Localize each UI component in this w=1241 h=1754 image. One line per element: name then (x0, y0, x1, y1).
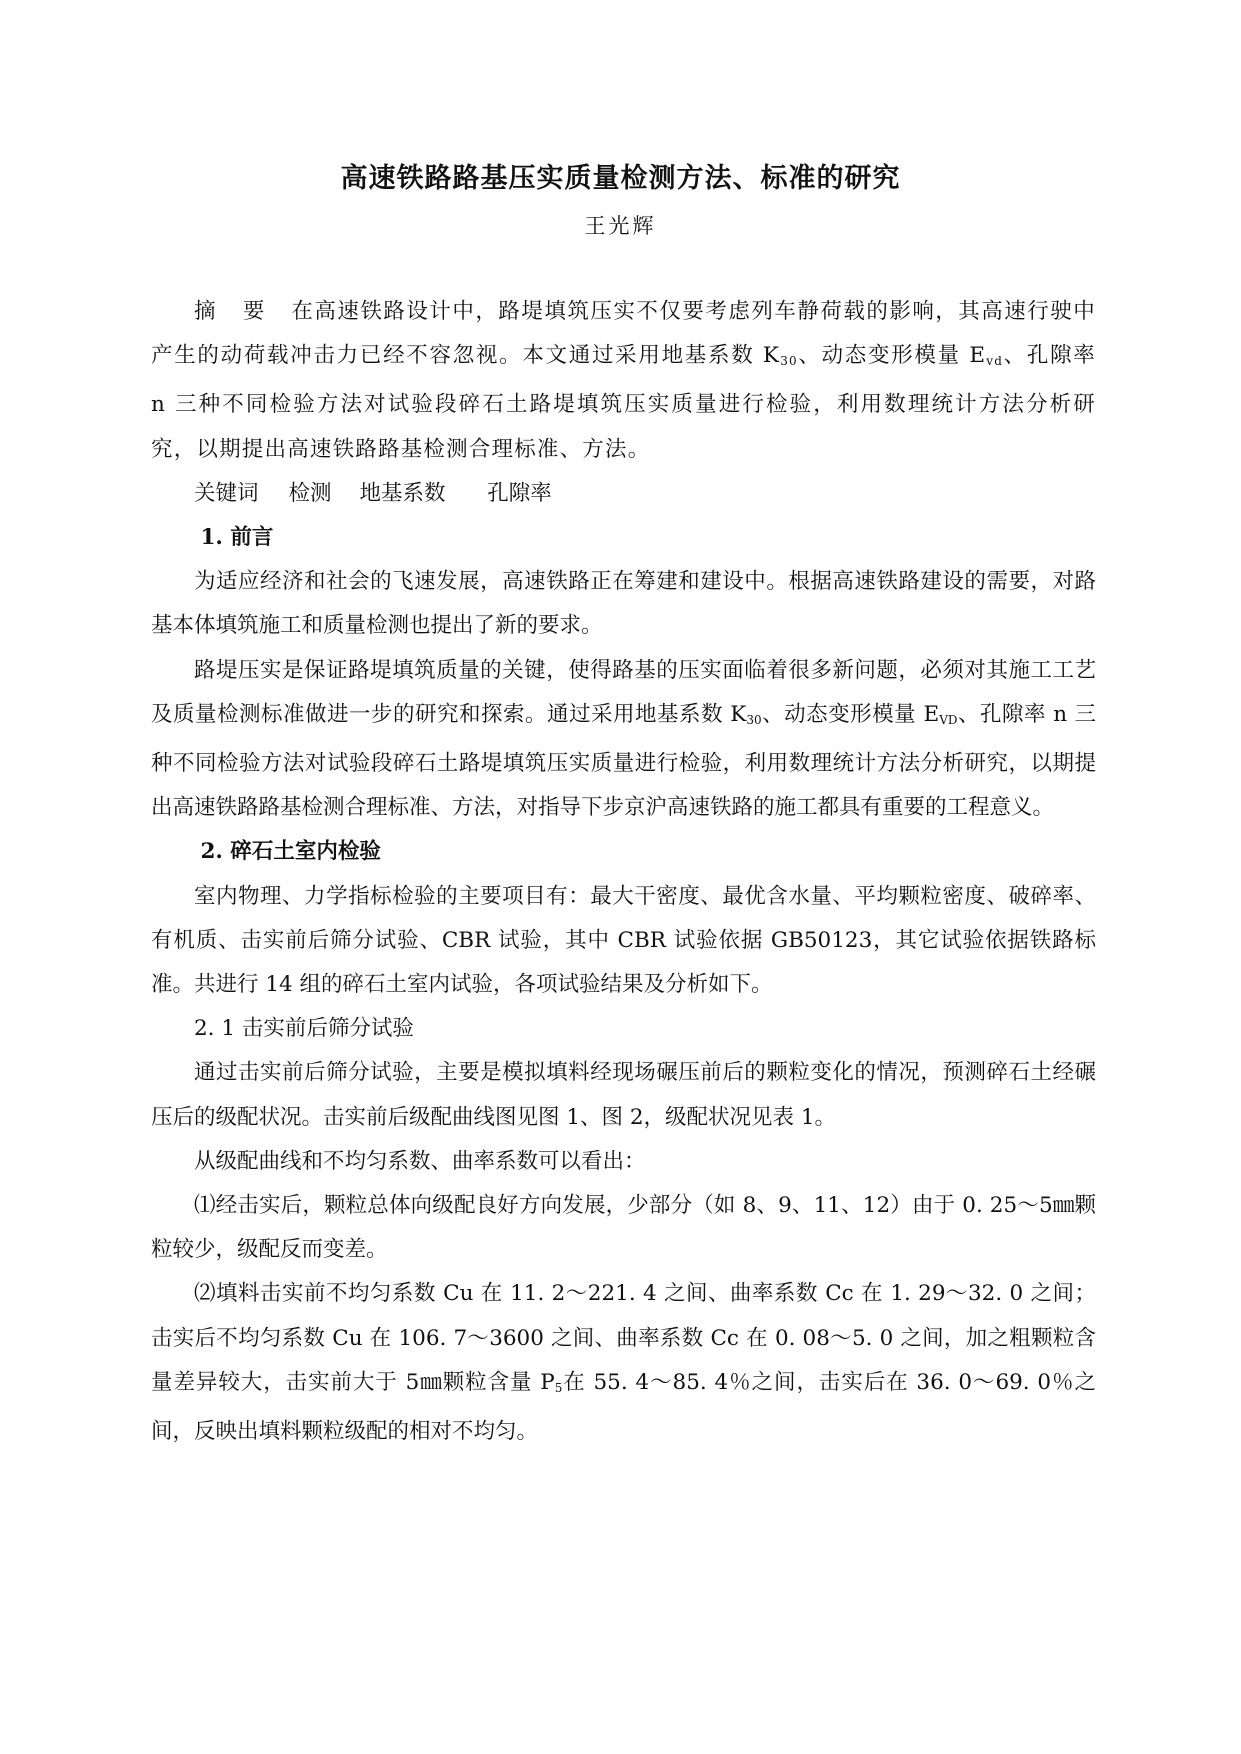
subsection-2-1-heading: 2. 1 击实前后筛分试验 (194, 1016, 414, 1042)
abstract-text-3: 、孔隙率 n 三种不同检验方法对试验段碎石土路堤填筑压实质量进行检验，利用数理统计方法分析研究，以期提出高速铁路路基检测合理标准、方法。 (151, 343, 1096, 462)
paper-author: 王光辉 (584, 214, 657, 238)
abstract-text-2: 、动态变形模量 E (797, 343, 987, 369)
section-1-paragraph-2 (151, 649, 1096, 831)
s1p2-text-c: 、孔隙率 n 三种不同检验方法对试验段碎石土路堤填筑压实质量进行检验，利用数理统计方法分析研究，以期提出高速铁路路基检测合理标准、方法，对指导下步京沪高速铁路的施工都具有重要的工程意义。 (151, 701, 1096, 821)
abstract-paragraph (151, 290, 1096, 472)
section-1-paragraph-1: 为适应经济和社会的飞速发展，高速铁路正在筹建和建设中。根据高速铁路建设的需要，对路基本体填筑施工和质量检测也提出了新的要求。 (151, 569, 1096, 639)
s1p2-sub-k: 30 (746, 712, 762, 727)
abstract-label: 摘 要 (194, 299, 275, 324)
section-2-paragraph-4: ⑴经击实后，颗粒总体向级配良好方向发展，少部分（如 8、9、11、12）由于 0. 25～5㎜颗粒较少，级配反而变差。 (151, 1193, 1096, 1263)
keyword-item: 孔隙率 (487, 480, 552, 506)
keywords-label: 关键词 (194, 480, 259, 506)
s2p5-sub: 5 (554, 1380, 563, 1395)
s1p2-sub-e: VD (939, 712, 958, 727)
s2p5-text-a: ⑵填料击实前不均匀系数 Cu 在 11. 2～221. 4 之间、曲率系数 Cc 在 1. 29～32. 0 之间；击实后不均匀系数 Cu 在 106. 7～3600 之间、曲率系数 Cc 在 0. 08～5. 0 之间，加之粗颗粒含量差异较大，击实前大于 5㎜颗粒含量 P (151, 1281, 1096, 1395)
s1p2-text-a: 路堤压实是保证路堤填筑质量的关键，使得路基的压实面临着很多新问题，必须对其施工工艺及质量检测标准做进一步的研究和探索。通过采用地基系数 K (151, 657, 1096, 727)
abstract-sub-k: 30 (780, 354, 798, 369)
abstract-sub-e: vd (986, 354, 1004, 369)
section-1-heading: 1. 前言 (200, 525, 274, 551)
paper-title: 高速铁路路基压实质量检测方法、标准的研究 (340, 163, 901, 194)
s2p5-text-b: 在 55. 4～85. 4％之间，击实后在 36. 0～69. 0％之间，反映出填料颗粒级配的相对不均匀。 (151, 1369, 1096, 1445)
section-2-paragraph-2: 通过击实前后筛分试验，主要是模拟填料经现场碾压前后的颗粒变化的情况，预测碎石土经碾压后的级配状况。击实前后级配曲线图见图 1、图 2，级配状况见表 1。 (151, 1060, 1096, 1130)
section-2-paragraph-5 (151, 1272, 1096, 1454)
keywords-line (151, 472, 1096, 516)
s1p2-text-b: 、动态变形模量 E (761, 701, 940, 727)
section-2-paragraph-3: 从级配曲线和不均匀系数、曲率系数可以看出： (194, 1148, 646, 1174)
section-2-heading: 2. 碎石土室内检验 (200, 839, 381, 865)
section-2-paragraph-1: 室内物理、力学指标检验的主要项目有：最大干密度、最优含水量、平均颗粒密度、破碎率、有机质、击实前后筛分试验、CBR 试验，其中 CBR 试验依据 GB50123，其它试验依据铁路标准。共进行 14 组的碎石土室内试验，各项试验结果及分析如下。 (151, 883, 1096, 998)
keyword-item: 地基系数 (359, 480, 446, 506)
abstract-text-1: 在高速铁路设计中，路堤填筑压实不仅要考虑列车静荷载的影响，其高速行驶中产生的动荷载冲击力已经不容忽视。本文通过采用地基系数 K (151, 299, 1096, 369)
keyword-item: 检测 (288, 480, 332, 506)
paper-body (151, 290, 1096, 1454)
